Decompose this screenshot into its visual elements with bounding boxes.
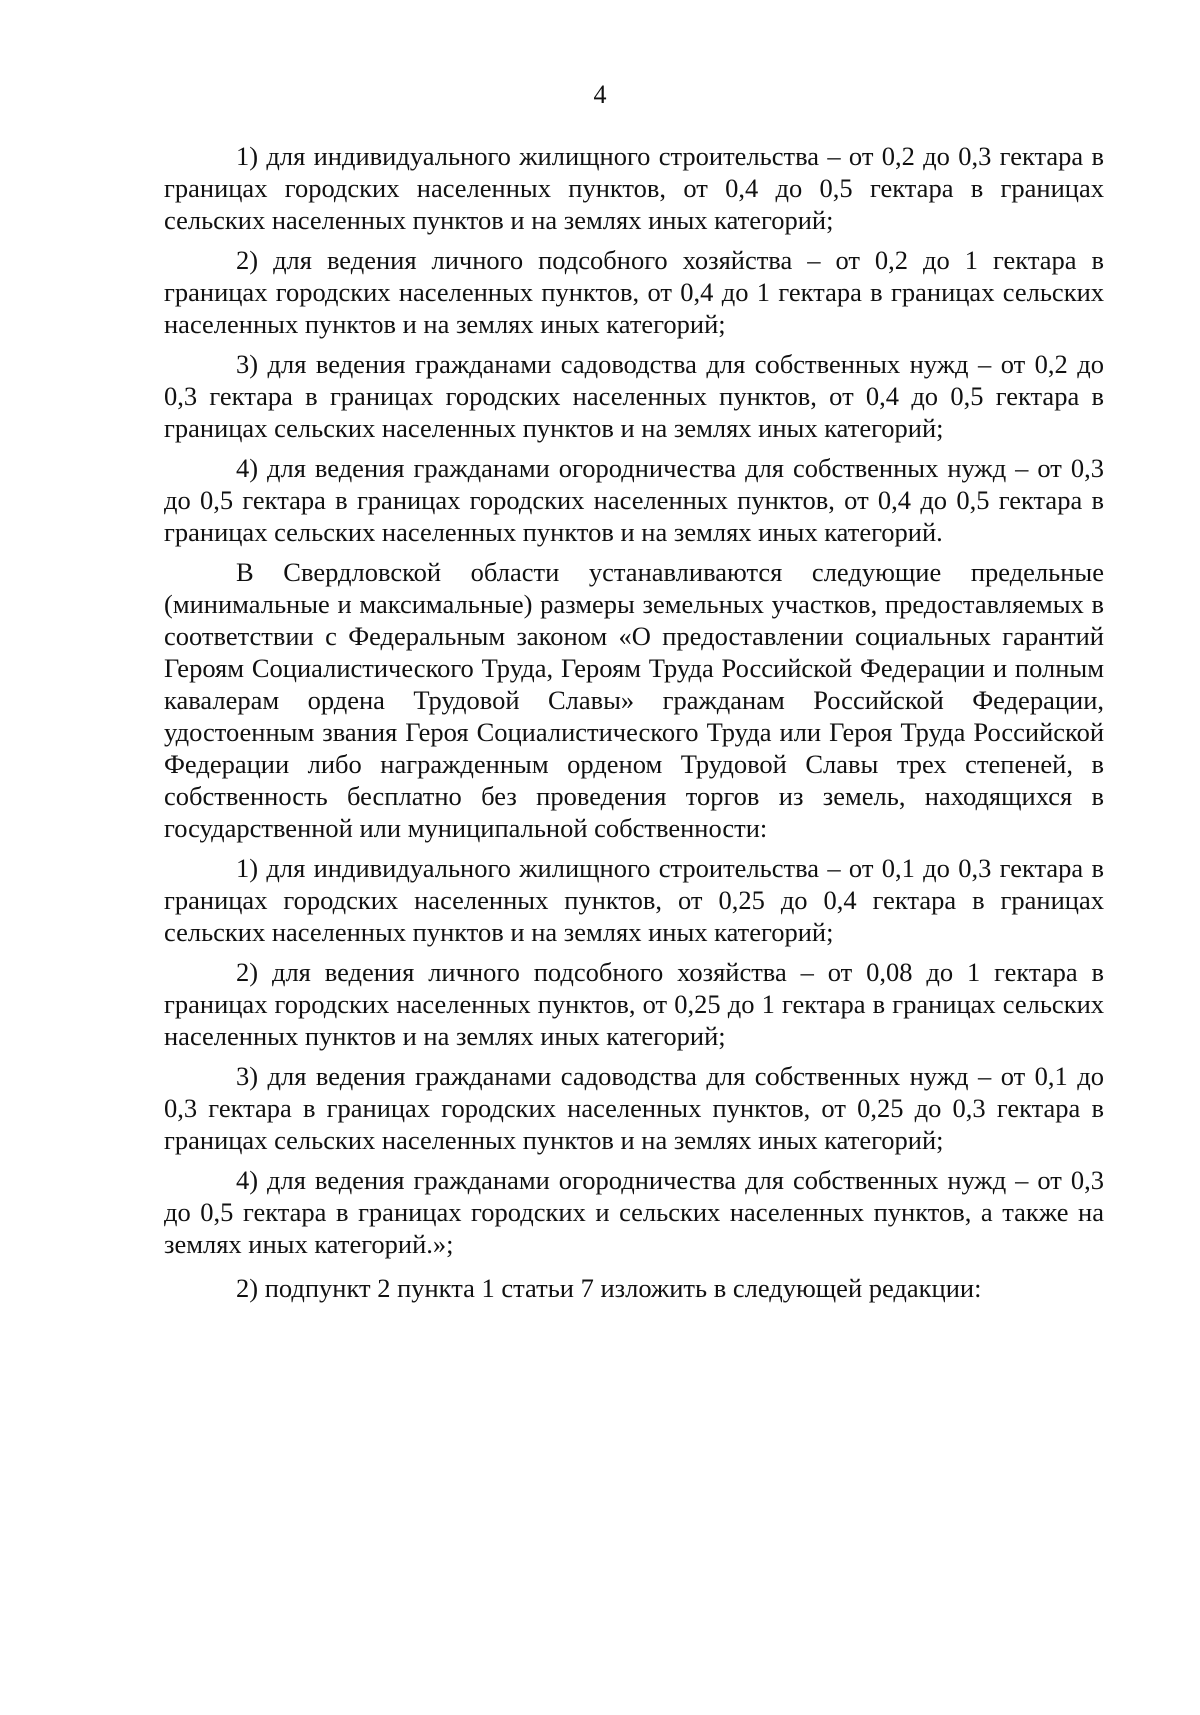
paragraph-7: 2) для ведения личного подсобного хозяйства – от 0,08 до 1 гектара в границах городских населенных пунктов, от 0,25 до 1 гектара в границах сельских населенных пунктов и на землях иных категорий; — [164, 957, 1104, 1051]
paragraph-1: 1) для индивидуального жилищного строительства – от 0,2 до 0,3 гектара в границах городских населенных пунктов, от 0,4 до 0,5 гектара в границах сельских населенных пунктов и на землях иных категорий; — [164, 141, 1104, 235]
paragraph-9: 4) для ведения гражданами огородничества для собственных нужд – от 0,3 до 0,5 гектара в границах городских и сельских населенных пунктов, а также на землях иных категорий.»; — [164, 1165, 1104, 1259]
document-body — [164, 140, 1104, 1312]
paragraph-3: 3) для ведения гражданами садоводства для собственных нужд – от 0,2 до 0,3 гектара в границах городских населенных пунктов, от 0,4 до 0,5 гектара в границах сельских населенных пунктов и на землях иных категорий; — [164, 349, 1104, 443]
paragraph-6: 1) для индивидуального жилищного строительства – от 0,1 до 0,3 гектара в границах городских населенных пунктов, от 0,25 до 0,4 гектара в границах сельских населенных пунктов и на землях иных категорий; — [164, 853, 1104, 947]
paragraph-4: 4) для ведения гражданами огородничества для собственных нужд – от 0,3 до 0,5 гектара в границах городских населенных пунктов, от 0,4 до 0,5 гектара в границах сельских населенных пунктов и на землях иных категорий. — [164, 453, 1104, 547]
paragraph-10: 2) подпункт 2 пункта 1 статьи 7 изложить в следующей редакции: — [236, 1273, 982, 1303]
paragraph-5: В Свердловской области устанавливаются следующие предельные (минимальные и максимальные) размеры земельных участков, предоставляемых в соответствии с Федеральным законом «О предоставлении социальных гарантий Героям Социалистического Труда, Героям Труда Российской Федерации и полным кавалерам ордена Трудовой Славы» гражданам Российской Федерации, удостоенным звания Героя Социалистического Труда или Героя Труда Российской Федерации либо награжденным орденом Трудовой Славы трех степеней, в собственность бесплатно без проведения торгов из земель, находящихся в государственной или муниципальной собственности: — [164, 557, 1104, 843]
paragraph-8: 3) для ведения гражданами садоводства для собственных нужд – от 0,1 до 0,3 гектара в границах городских населенных пунктов, от 0,25 до 0,3 гектара в границах сельских населенных пунктов и на землях иных категорий; — [164, 1061, 1104, 1155]
paragraph-2: 2) для ведения личного подсобного хозяйства – от 0,2 до 1 гектара в границах городских населенных пунктов, от 0,4 до 1 гектара в границах сельских населенных пунктов и на землях иных категорий; — [164, 245, 1104, 339]
page-number: 4 — [593, 80, 607, 109]
